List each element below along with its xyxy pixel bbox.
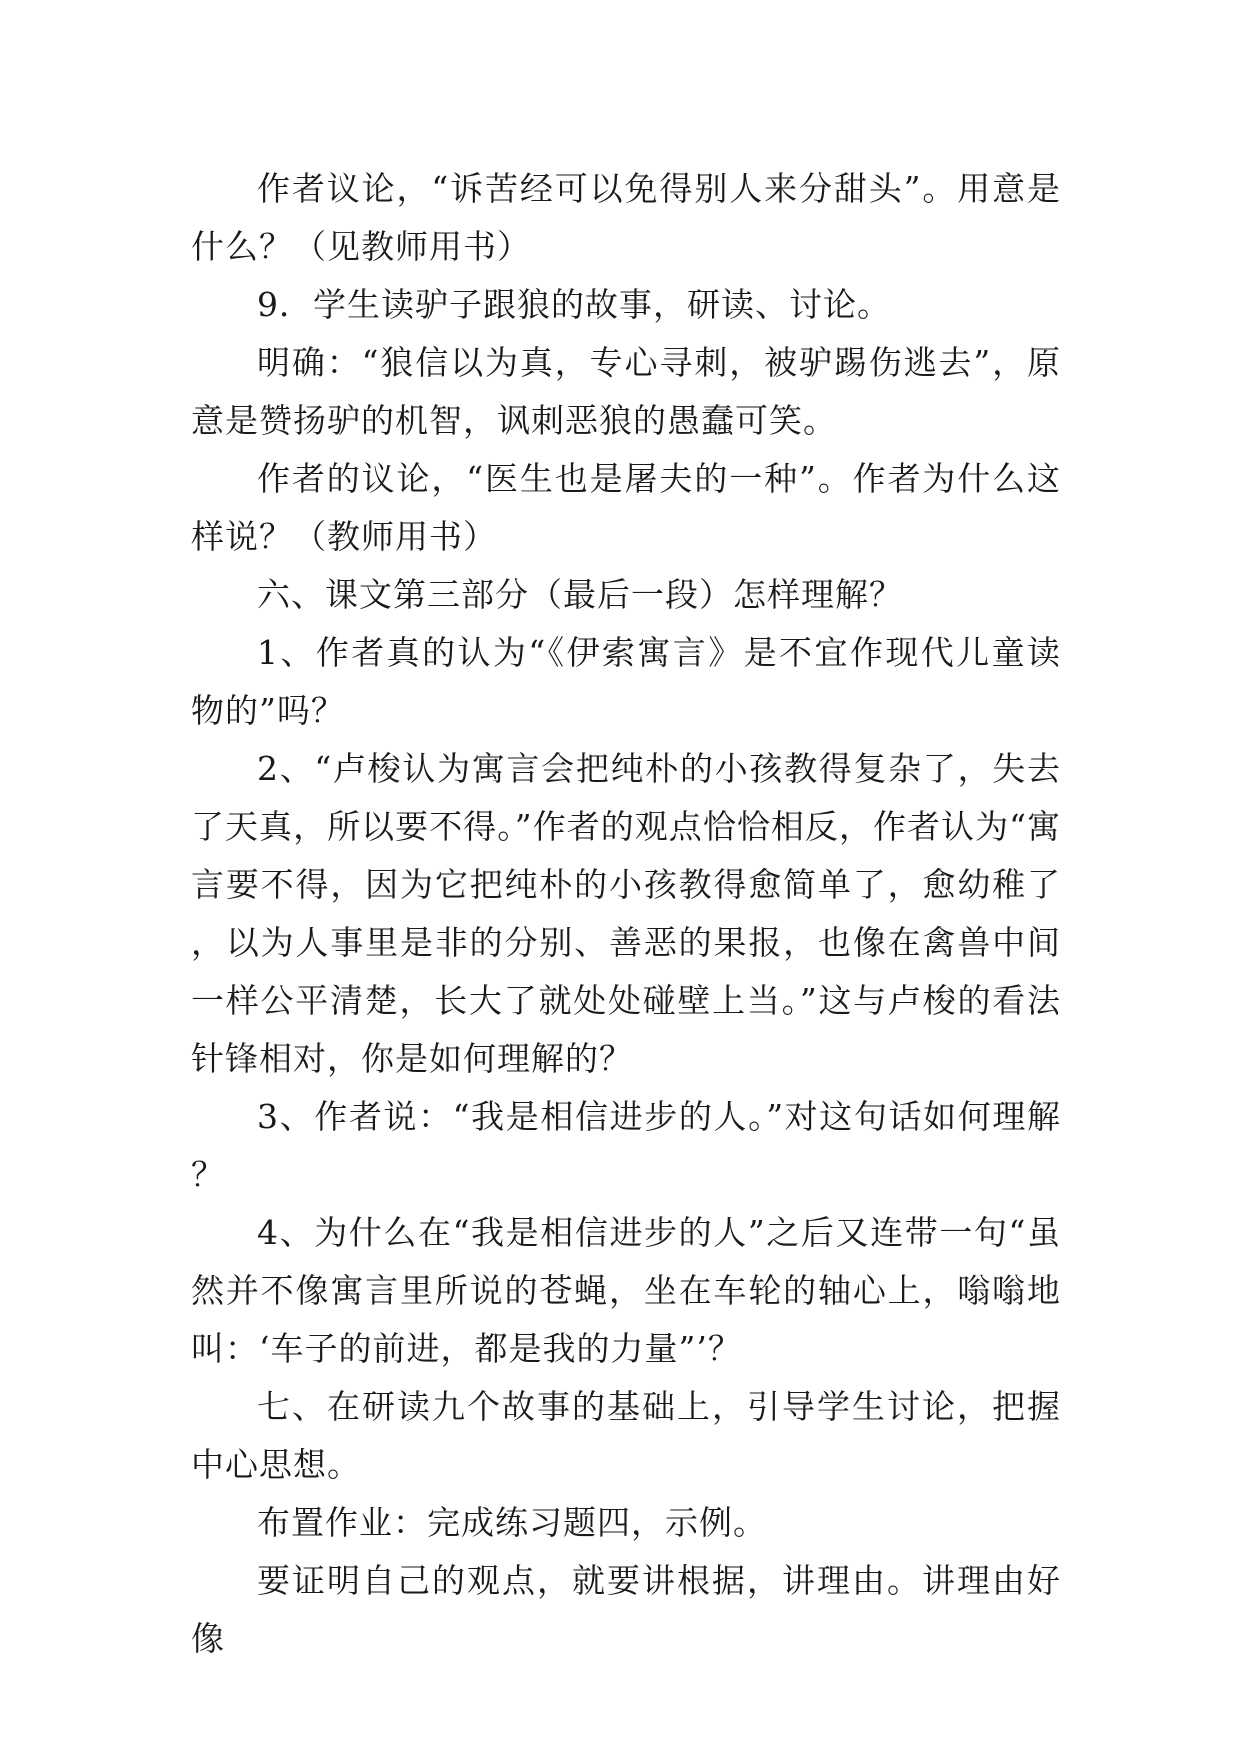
paragraph-11: 布置作业：完成练习题四，示例。 — [257, 1503, 767, 1542]
paragraph-6: 1、作者真的认为“《伊索寓言》是不宜作现代儿童读物的”吗？ — [191, 633, 1061, 730]
document-body — [191, 160, 1061, 1668]
paragraph-2: 9．学生读驴子跟狼的故事，研读、讨论。 — [257, 285, 891, 324]
paragraph-10: 七、在研读九个故事的基础上，引导学生讨论，把握中心思想。 — [191, 1387, 1061, 1484]
paragraph-8: 3、作者说：“我是相信进步的人。”对这句话如何理解？ — [191, 1097, 1061, 1194]
paragraph-1: 作者议论，“诉苦经可以免得别人来分甜头”。用意是什么？（见教师用书） — [191, 169, 1061, 266]
paragraph-7: 2、“卢梭认为寓言会把纯朴的小孩教得复杂了，失去了天真，所以要不得。”作者的观点恰恰相反，作者认为“寓言要不得，因为它把纯朴的小孩教得愈简单了，愈幼稚了，以为人事里是非的分别、善恶的果报，也像在禽兽中间一样公平清楚，长大了就处处碰壁上当。”这与卢梭的看法针锋相对，你是如何理解的？ — [191, 749, 1061, 1078]
paragraph-12: 要证明自己的观点，就要讲根据，讲理由。讲理由好像 — [191, 1561, 1061, 1658]
paragraph-3: 明确：“狼信以为真，专心寻刺，被驴踢伤逃去”，原意是赞扬驴的机智，讽刺恶狼的愚蠢可笑。 — [191, 343, 1061, 440]
paragraph-4: 作者的议论，“医生也是屠夫的一种”。作者为什么这样说？（教师用书） — [191, 459, 1061, 556]
paragraph-5: 六、课文第三部分（最后一段）怎样理解？ — [257, 575, 903, 614]
paragraph-9: 4、为什么在“我是相信进步的人”之后又连带一句“虽然并不像寓言里所说的苍蝇，坐在车轮的轴心上，嗡嗡地叫：‘车子的前进，都是我的力量”’？ — [191, 1213, 1061, 1368]
